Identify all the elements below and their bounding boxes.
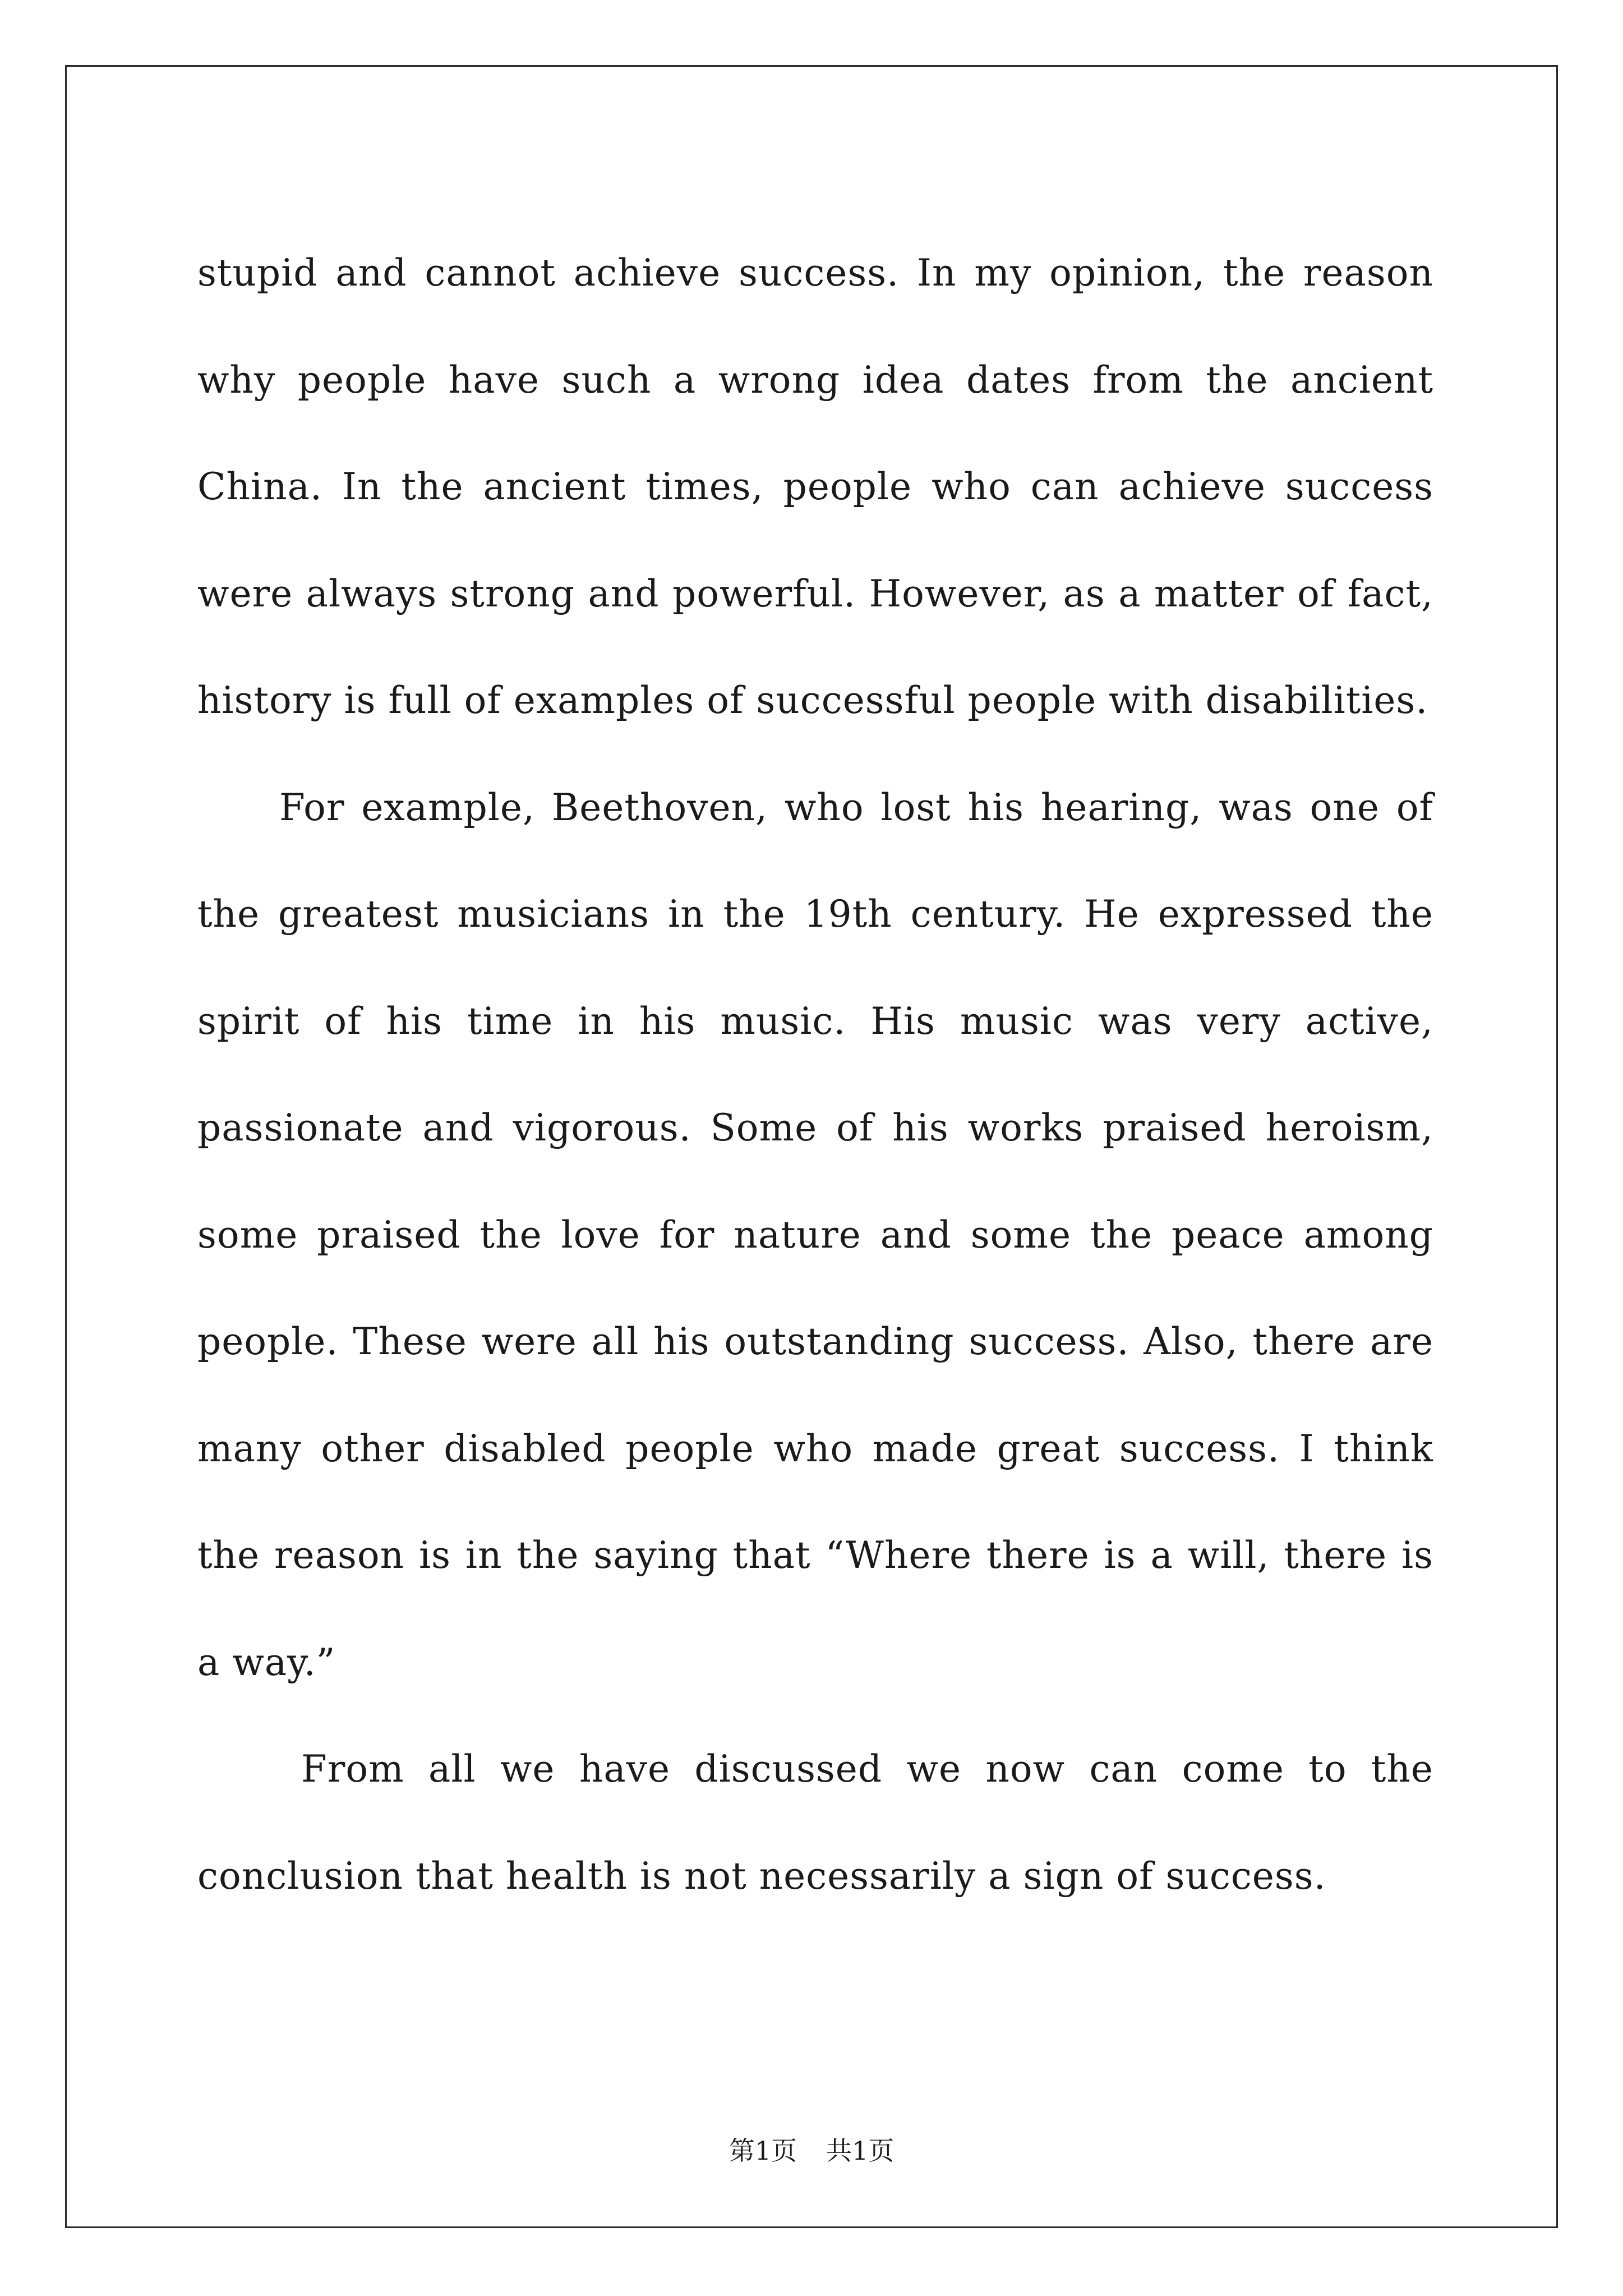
paragraph: stupid and cannot achieve success. In my opinion, the reason why people have such a wrong idea dates from the ancient China. In the ancient times, people who can achieve success were always strong and powerful. However, as a matter of fact, history is full of examples of successful people with disabilities. [197, 251, 1433, 722]
paragraph: From all we have discussed we now can come to the conclusion that health is not necessarily a sign of success. [197, 1747, 1433, 1898]
paragraph: For example, Beethoven, who lost his hearing, was one of the greatest musicians in the 19th century. He expressed the spirit of his time in his music. His music was very active, passionate and vigorous. Some of his works praised heroism, some praised the love for nature and some the peace among people. These were all his outstanding success. Also, there are many other disabled people who made great success. I think the reason is in the saying that “Where there is a will, there is a way.” [197, 785, 1433, 1684]
document-body [197, 220, 1433, 1930]
page-footer [0, 2131, 1623, 2168]
page-total: 共1页 [826, 2136, 895, 2166]
page-number: 第1页 [728, 2136, 797, 2166]
